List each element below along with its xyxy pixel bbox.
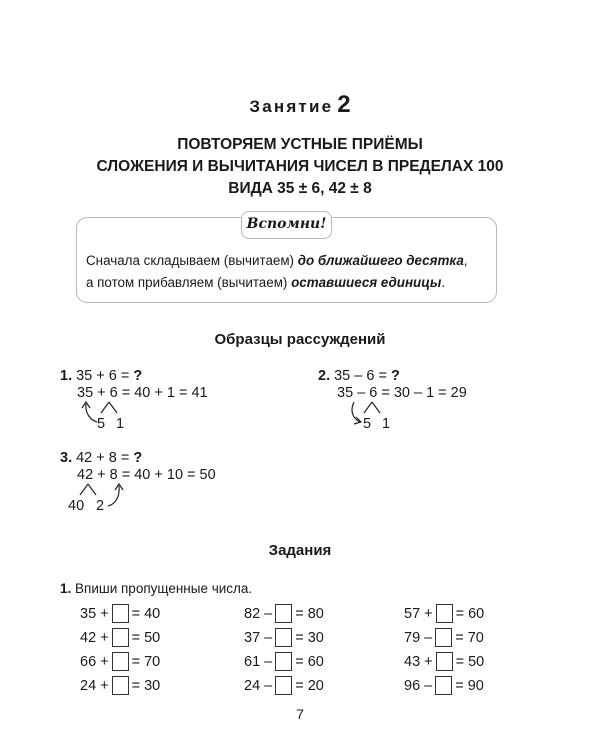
equation-left: 66 + (80, 654, 109, 670)
answer-box[interactable] (275, 676, 292, 695)
example-3-number: 3. (60, 450, 73, 466)
page-title (0, 134, 600, 200)
equation-col1-4 (80, 675, 160, 697)
equation-left: 35 + (80, 606, 109, 622)
equation-left: 82 – (244, 606, 273, 622)
equation-col2-2 (244, 627, 324, 649)
answer-box[interactable] (436, 604, 453, 623)
equation-right: = 40 (131, 606, 161, 622)
answer-box[interactable] (436, 652, 453, 671)
equation-right: = 50 (131, 630, 161, 646)
equation-right: = 30 (295, 630, 324, 646)
example-1-number: 1. (60, 368, 73, 384)
equation-left: 37 – (244, 630, 273, 646)
title-line-1: ПОВТОРЯЕМ УСТНЫЕ ПРИЁМЫ (177, 136, 423, 153)
remember-line-2 (86, 272, 491, 294)
split-arrow-curve (108, 486, 119, 506)
split-branch-lines (80, 484, 96, 495)
answer-box[interactable] (275, 652, 292, 671)
remember-text (86, 250, 491, 294)
answer-box[interactable] (112, 604, 129, 623)
answer-box[interactable] (112, 652, 129, 671)
equation-left: 61 – (244, 654, 273, 670)
equation-right: = 90 (455, 678, 484, 694)
equation-col2-4 (244, 675, 324, 697)
remember-text-2: а потом прибавляем (вычитаем) (86, 275, 292, 290)
remember-text-1: Сначала складываем (вычитаем) (86, 253, 298, 268)
example-2-question (318, 368, 400, 384)
answer-box[interactable] (275, 604, 292, 623)
remember-tag: Вспомни! (241, 211, 332, 239)
equation-col1-2 (80, 627, 160, 649)
equation-col3-1 (404, 603, 484, 625)
example-2-split-a: 5 (363, 416, 372, 432)
equation-col3-4 (404, 675, 484, 697)
example-2-split-b: 1 (382, 416, 391, 432)
equation-left: 57 + (404, 606, 433, 622)
equation-right: = 70 (455, 630, 484, 646)
example-1-qmark: ? (133, 368, 143, 384)
equation-right: = 80 (295, 606, 324, 622)
title-line-2: СЛОЖЕНИЯ И ВЫЧИТАНИЯ ЧИСЕЛ В ПРЕДЕЛАХ 100 (96, 158, 504, 175)
equation-col3-3 (404, 651, 484, 673)
equation-right: = 60 (295, 654, 324, 670)
example-2-expr: 35 – 6 = (330, 368, 391, 384)
example-1-split-a: 5 (97, 416, 106, 432)
lesson-header (0, 91, 600, 119)
example-2-solution: 35 – 6 = 30 – 1 = 29 (337, 385, 467, 401)
example-2-number: 2. (318, 368, 331, 384)
answer-box[interactable] (112, 628, 129, 647)
equation-right: = 20 (295, 678, 324, 694)
title-line-3: ВИДА 35 ± 6, 42 ± 8 (228, 180, 372, 197)
remember-line-1 (86, 250, 491, 272)
example-1-solution: 35 + 6 = 40 + 1 = 41 (77, 385, 208, 401)
example-1-split-b: 1 (116, 416, 125, 432)
equation-right: = 70 (131, 654, 161, 670)
example-3-split-a: 40 (68, 498, 85, 514)
remember-punct-2: . (441, 275, 446, 290)
example-3-question (60, 450, 142, 466)
example-3-expr: 42 + 8 = (72, 450, 134, 466)
task-1-instruction (60, 581, 252, 596)
remember-punct-1: , (463, 253, 468, 268)
tasks-heading: Задания (268, 542, 332, 559)
example-1-expr: 35 + 6 = (72, 368, 134, 384)
example-3-solution: 42 + 8 = 40 + 10 = 50 (77, 467, 216, 483)
equation-left: 79 – (404, 630, 433, 646)
equation-col3-2 (404, 627, 484, 649)
answer-box[interactable] (435, 628, 452, 647)
equation-left: 24 – (244, 678, 273, 694)
task-1-text: Впиши пропущенные числа. (71, 581, 253, 596)
equation-col1-1 (80, 603, 160, 625)
example-3-split-b: 2 (96, 498, 105, 514)
answer-box[interactable] (112, 676, 129, 695)
example-2-qmark: ? (390, 368, 400, 384)
equation-left: 43 + (404, 654, 433, 670)
equation-right: = 60 (455, 606, 485, 622)
remember-emphasis-2: оставшиеся единицы (291, 275, 442, 290)
answer-box[interactable] (275, 628, 292, 647)
lesson-label: Занятие (249, 97, 334, 116)
equation-col2-3 (244, 651, 324, 673)
equation-left: 42 + (80, 630, 109, 646)
equation-col1-3 (80, 651, 160, 673)
equation-left: 24 + (80, 678, 109, 694)
equation-right: = 50 (455, 654, 485, 670)
split-branch-lines (364, 402, 380, 413)
equation-col2-1 (244, 603, 324, 625)
example-1-question (60, 368, 142, 384)
example-3-qmark: ? (133, 450, 143, 466)
task-1-number: 1. (60, 581, 72, 596)
remember-emphasis-1: до ближайшего десятка (297, 253, 464, 268)
lesson-number: 2 (337, 91, 351, 118)
equation-right: = 30 (131, 678, 161, 694)
equation-left: 96 – (404, 678, 433, 694)
page-number: 7 (296, 706, 304, 722)
split-branch-lines (101, 402, 117, 413)
answer-box[interactable] (435, 676, 452, 695)
split-arrow-curve (86, 404, 97, 422)
samples-heading: Образцы рассуждений (214, 331, 386, 348)
